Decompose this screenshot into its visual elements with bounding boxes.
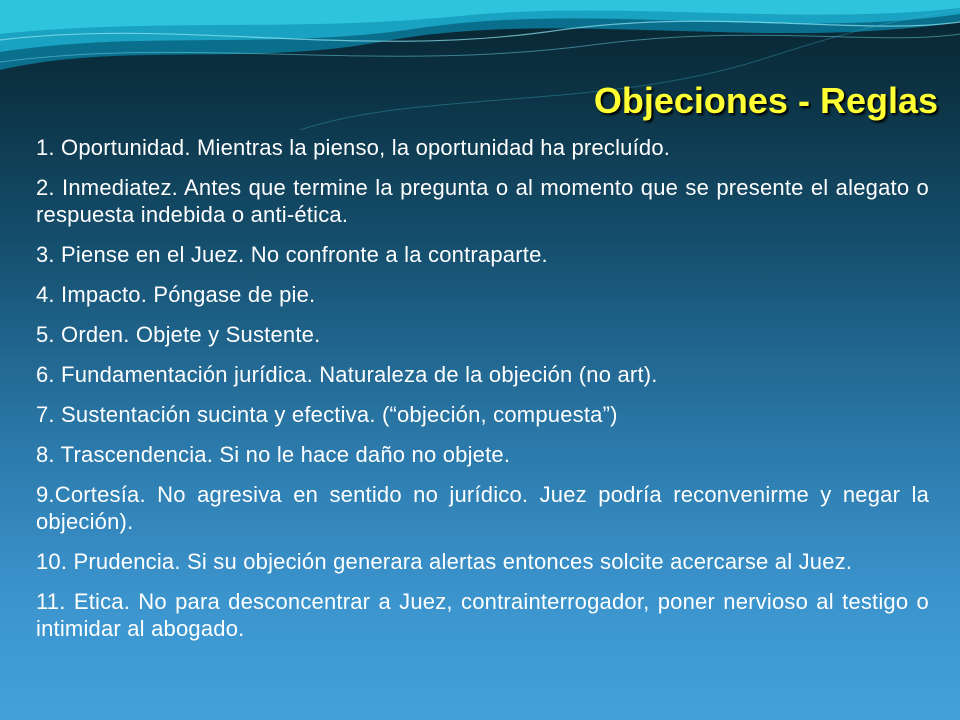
rule-item-6: 6. Fundamentación jurídica. Naturaleza de la objeción (no art).: [36, 362, 658, 387]
rule-item-5: 5. Orden. Objete y Sustente.: [36, 322, 321, 347]
rule-item-8: 8. Trascendencia. Si no le hace daño no objete.: [36, 442, 511, 467]
rule-item-10: 10. Prudencia. Si su objeción generara alertas entonces solcite acercarse al Juez.: [36, 549, 853, 574]
rule-item-9: 9.Cortesía. No agresiva en sentido no jurídico. Juez podría reconvenirme y negar la objeción).: [36, 482, 929, 534]
rule-item-3: 3. Piense en el Juez. No confronte a la contraparte.: [36, 242, 548, 267]
rule-item-1: 1. Oportunidad. Mientras la pienso, la oportunidad ha precluído.: [36, 135, 671, 160]
rule-item-11: 11. Etica. No para desconcentrar a Juez, contrainterrogador, poner nervioso al testigo o intimidar al abogado.: [36, 589, 929, 641]
rule-item-7: 7. Sustentación sucinta y efectiva. (“objeción, compuesta”): [36, 402, 618, 427]
rule-item-4: 4. Impacto. Póngase de pie.: [36, 282, 316, 307]
rules-list: [36, 134, 929, 655]
slide-title: Objeciones - Reglas: [593, 80, 938, 121]
rule-item-2: 2. Inmediatez. Antes que termine la pregunta o al momento que se presente el alegato o respuesta indebida o anti-ética.: [36, 175, 929, 227]
